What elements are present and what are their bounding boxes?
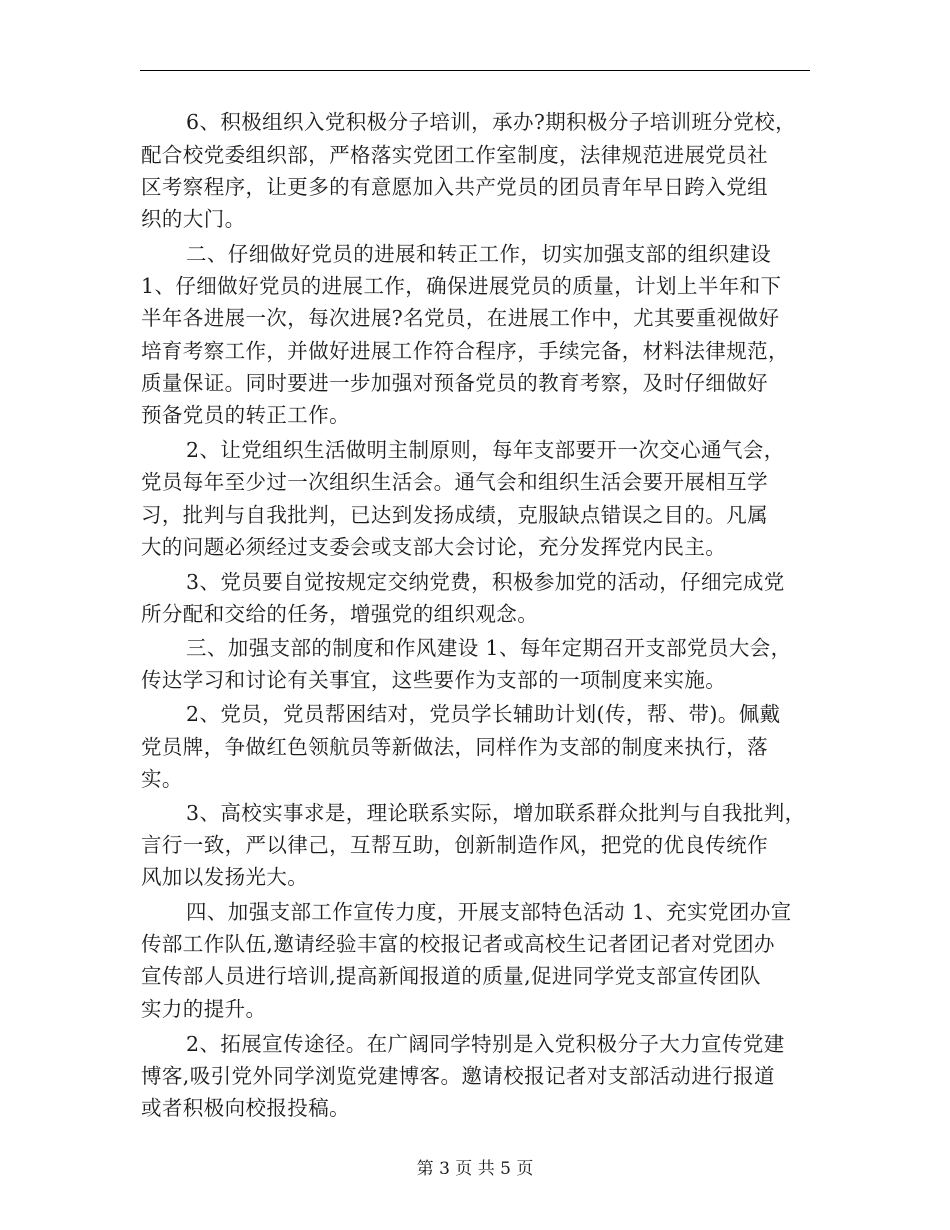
paragraph-line: 党员牌，争做红色领航员等新做法，同样作为支部的制度来执行，落 [141,735,768,759]
section-heading-line: 四、加强支部工作宣传力度，开展支部特色活动 1、充实党团办宣 [186,900,792,924]
header-rule [140,70,810,71]
paragraph-line: 宣传部人员进行培训,提高新闻报道的质量,促进同学党支部宣传团队 [141,964,761,988]
paragraph-line: 6、积极组织入党积极分子培训，承办?期积极分子培训班分党校， [186,110,797,134]
paragraph-line: 培育考察工作，并做好进展工作符合程序，手续完备，材料法律规范， [141,339,789,363]
paragraph-line: 所分配和交给的任务，增强党的组织观念。 [141,602,539,626]
section-heading-line: 三、加强支部的制度和作风建设 1、每年定期召开支部党员大会， [186,636,792,660]
paragraph-line: 言行一致，严以律己，互帮互助，创新制造作风，把党的优良传统作 [141,833,768,857]
paragraph-line: 实力的提升。 [141,997,267,1021]
paragraph-line: 或者积极向校报投稿。 [141,1096,350,1120]
paragraph-line: 2、拓展宣传途径。在广阔同学特别是入党积极分子大力宣传党建 [186,1032,785,1056]
paragraph-line: 半年各进展一次，每次进展?名党员，在进展工作中，尤其要重视做好 [141,306,780,330]
paragraph-line: 习，批判与自我批判，已达到发扬成绩，克服缺点错误之目的。凡属 [141,503,768,527]
section-heading-line: 二、仔细做好党员的进展和转正工作，切实加强支部的组织建设 [186,242,772,266]
paragraph-line: 党员每年至少过一次组织生活会。通气会和组织生活会要开展相互学 [141,470,768,494]
paragraph-line: 1、仔细做好党员的进展工作，确保进展党员的质量，计划上半年和下 [141,274,782,298]
paragraph-line: 织的大门。 [141,207,246,231]
paragraph-line: 2、党员，党员帮困结对，党员学长辅助计划(传，帮、带)。佩戴 [186,702,781,726]
paragraph-line: 3、高校实事求是，理论联系实际，增加联系群众批判与自我批判， [186,801,806,825]
paragraph-line: 大的问题必须经过支委会或支部大会讨论，充分发挥党内民主。 [141,535,727,559]
paragraph-line: 传部工作队伍,邀请经验丰富的校报记者或高校生记者团记者对党团办 [141,932,775,956]
paragraph-line: 配合校党委组织部，严格落实党团工作室制度，法律规范进展党员社 [141,143,768,167]
paragraph-line: 博客,吸引党外同学浏览党建博客。邀请校报记者对支部活动进行报道 [141,1064,775,1088]
paragraph-line: 2、让党组织生活做明主制原则，每年支部要开一次交心通气会， [186,438,785,462]
paragraph-line: 传达学习和讨论有关事宜，这些要作为支部的一项制度来实施。 [141,668,727,692]
paragraph-line: 3、党员要自觉按规定交纳党费，积极参加党的活动，仔细完成党 [186,570,785,594]
page-number-footer: 第 3 页 共 5 页 [416,1159,534,1179]
paragraph-line: 质量保证。同时要进一步加强对预备党员的教育考察，及时仔细做好 [141,371,768,395]
paragraph-line: 区考察程序，让更多的有意愿加入共产党员的团员青年早日跨入党组 [141,175,768,199]
paragraph-line: 实。 [141,767,183,791]
paragraph-line: 风加以发扬光大。 [141,865,309,889]
paragraph-line: 预备党员的转正工作。 [141,403,350,427]
